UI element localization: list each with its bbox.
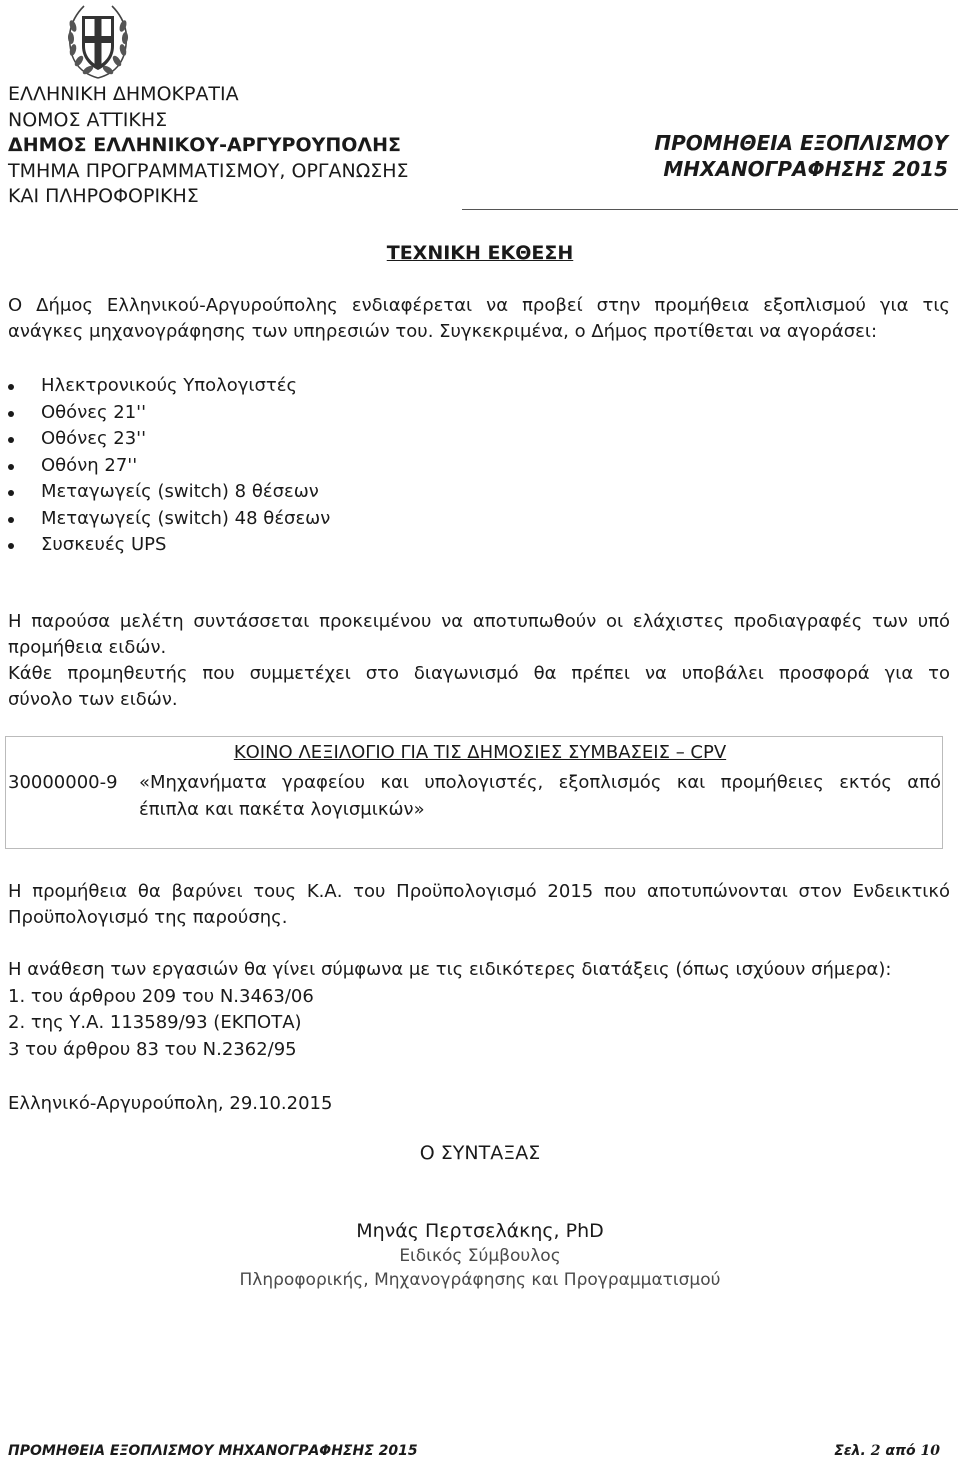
- department-line-2: ΚΑΙ ΠΛΗΡΟΦΟΡΙΚΗΣ: [8, 185, 199, 207]
- study-paragraph: [8, 609, 950, 713]
- cpv-code: 30000000-9: [8, 772, 118, 793]
- page-of: από: [885, 1443, 916, 1459]
- page-number: [834, 1443, 940, 1459]
- budget-paragraph: [8, 879, 950, 931]
- list-item: Συσκευές UPS: [8, 532, 330, 559]
- page-total: 10: [920, 1443, 940, 1459]
- document-title: ΤΕΧΝΙΚΗ ΕΚΘΕΣΗ: [386, 242, 574, 264]
- project-title-line-2: ΜΗΧΑΝΟΓΡΑΦΗΣΗΣ 2015: [663, 157, 948, 181]
- bullet-icon: [8, 411, 14, 417]
- place-date: Ελληνικό-Αργυρούπολη, 29.10.2015: [8, 1093, 333, 1114]
- signatory-role-line-2: Πληροφορικής, Μηχανογράφησης και Προγραμματισμού: [239, 1270, 721, 1290]
- award-section: [8, 957, 891, 1063]
- cpv-heading: ΚΟΙΝΟ ΛΕΞΙΛΟΓΙΟ ΓΙΑ ΤΙΣ ΔΗΜΟΣΙΕΣ ΣΥΜΒΑΣΕΙΣ – CPV: [233, 742, 727, 763]
- page-current: 2: [870, 1443, 881, 1459]
- bullet-icon: [8, 384, 14, 390]
- department-line: ΤΜΗΜΑ ΠΡΟΓΡΑΜΜΑΤΙΣΜΟΥ, ΟΡΓΑΝΩΣΗΣ: [8, 159, 409, 182]
- study-line-2: προμήθεια ειδών.: [8, 637, 167, 658]
- cpv-description-line-2: έπιπλα και πακέτα λογισμικών»: [139, 799, 425, 820]
- country-line: ΕΛΛΗΝΙΚΗ ΔΗΜΟΚΡΑΤΙΑ: [8, 83, 239, 105]
- intro-paragraph: [8, 293, 950, 345]
- list-item: Ηλεκτρονικούς Υπολογιστές: [8, 373, 330, 400]
- prefecture-line: ΝΟΜΟΣ ΑΤΤΙΚΗΣ: [8, 108, 168, 131]
- provision-item: 1. του άρθρου 209 του Ν.3463/06: [8, 985, 314, 1007]
- list-item: Μεταγωγείς (switch) 8 θέσεων: [8, 479, 330, 506]
- study-line-1: Η παρούσα μελέτη συντάσσεται προκειμένου να αποτυπωθούν οι ελάχιστες προδιαγραφές των υπό: [8, 611, 950, 632]
- items-list: [8, 373, 330, 559]
- provision-item: 3 του άρθρου 83 του Ν.2362/95: [8, 1038, 297, 1060]
- project-title-line-1: ΠΡΟΜΗΘΕΙΑ ΕΞΟΠΛΙΣΜΟΥ: [654, 131, 948, 155]
- award-intro: Η ανάθεση των εργασιών θα γίνει σύμφωνα με τις ειδικότερες διατάξεις (όπως ισχύουν σήμερα):: [8, 959, 892, 980]
- signatory-name: Μηνάς Περτσελάκης, PhD: [356, 1220, 604, 1242]
- cpv-description: [139, 769, 941, 823]
- study-line-3: Κάθε προμηθευτής που συμμετέχει στο διαγωνισμό θα πρέπει να υποβάλει προσφορά για το: [8, 663, 950, 684]
- project-title: [654, 130, 948, 182]
- list-item: Οθόνη 27'': [8, 453, 330, 480]
- signatory-role-line-1: Ειδικός Σύμβουλος: [399, 1246, 561, 1266]
- greek-coat-of-arms-icon: [62, 2, 134, 82]
- footer-title: ΠΡΟΜΗΘΕΙΑ ΕΞΟΠΛΙΣΜΟΥ ΜΗΧΑΝΟΓΡΑΦΗΣΗΣ 2015: [8, 1443, 418, 1459]
- list-item: Οθόνες 21'': [8, 400, 330, 427]
- budget-line-2: Προϋπολογισμό της παρούσης.: [8, 907, 288, 928]
- header-divider: [462, 209, 958, 210]
- cpv-description-line-1: «Μηχανήματα γραφείου και υπολογιστές, εξοπλισμός και προμήθειες εκτός από: [139, 772, 941, 793]
- signatory-heading: Ο ΣΥΝΤΑΞΑΣ: [419, 1142, 541, 1164]
- bullet-icon: [8, 437, 14, 443]
- provision-item: 2. της Υ.Α. 113589/93 (ΕΚΠΟΤΑ): [8, 1012, 302, 1033]
- page-prefix: Σελ.: [834, 1443, 866, 1459]
- intro-line-2: ανάγκες μηχανογράφησης των υπηρεσιών του. Συγκεκριμένα, ο Δήμος προτίθεται να αγοράσει:: [8, 321, 878, 342]
- bullet-icon: [8, 517, 14, 523]
- bullet-icon: [8, 490, 14, 496]
- list-item: Μεταγωγείς (switch) 48 θέσεων: [8, 506, 330, 533]
- intro-line-1: Ο Δήμος Ελληνικού-Αργυρούπολης ενδιαφέρεται να προβεί στην προμήθεια εξοπλισμού για τις: [8, 295, 950, 316]
- budget-line-1: Η προμήθεια θα βαρύνει τους Κ.Α. του Προϋπολογισμό 2015 που αποτυπώνονται στον Ενδεικτικό: [8, 881, 950, 902]
- study-line-4: σύνολο των ειδών.: [8, 689, 178, 710]
- bullet-icon: [8, 464, 14, 470]
- list-item: Οθόνες 23'': [8, 426, 330, 453]
- issuer-block: [8, 82, 409, 210]
- municipality-line: ΔΗΜΟΣ ΕΛΛΗΝΙΚΟΥ-ΑΡΓΥΡΟΥΠΟΛΗΣ: [8, 134, 402, 156]
- bullet-icon: [8, 543, 14, 549]
